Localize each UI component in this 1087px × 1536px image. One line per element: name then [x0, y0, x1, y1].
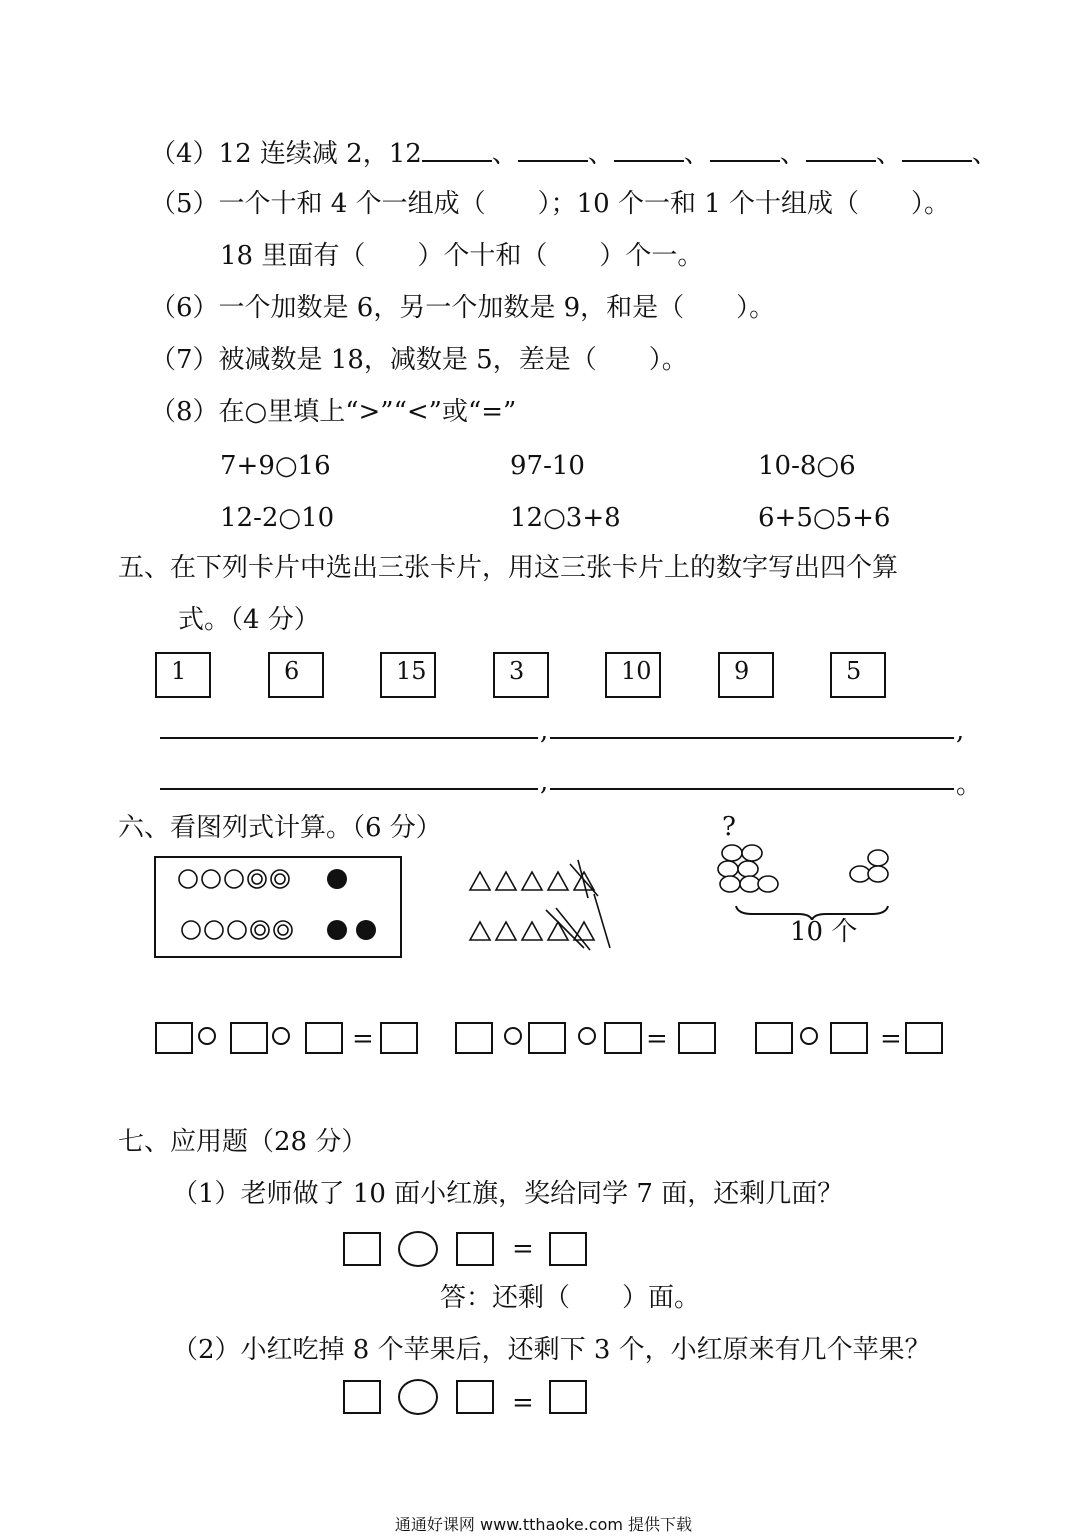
answer-line[interactable] — [550, 737, 954, 739]
number-card: 1 — [155, 652, 211, 698]
comma: , — [956, 716, 965, 746]
equals-sign: = — [512, 1388, 534, 1418]
number-card: 6 — [268, 652, 324, 698]
answer-box[interactable] — [343, 1232, 381, 1266]
number-card: 10 — [605, 652, 661, 698]
answer-box[interactable] — [380, 1022, 418, 1054]
answer-blank[interactable] — [614, 136, 684, 162]
answer-box[interactable] — [455, 1022, 493, 1054]
compare-item[interactable]: 7+9○16 — [220, 451, 331, 481]
answer-box[interactable] — [528, 1022, 566, 1054]
number-card: 15 — [380, 652, 436, 698]
section-5-title: 五、在下列卡片中选出三张卡片，用这三张卡片上的数字写出四个算 — [118, 553, 899, 583]
brace-label: 10 个 — [790, 917, 858, 947]
word-problem-1: （1）老师做了 10 面小红旗，奖给同学 7 面，还剩几面？ — [172, 1179, 844, 1209]
answer-line-1: 答：还剩（ ）面。 — [440, 1283, 701, 1313]
answer-box[interactable] — [905, 1022, 943, 1054]
answer-blank[interactable] — [422, 136, 492, 162]
answer-line[interactable] — [550, 788, 954, 790]
answer-box[interactable] — [549, 1380, 587, 1414]
operator-circle[interactable] — [272, 1027, 290, 1045]
answer-blank[interactable] — [806, 136, 876, 162]
compare-item[interactable]: 97-10 — [510, 451, 585, 481]
equals-sign: = — [352, 1024, 374, 1054]
comma: , — [540, 716, 549, 746]
answer-box[interactable] — [456, 1380, 494, 1414]
operator-circle[interactable] — [800, 1027, 818, 1045]
operator-circle[interactable] — [578, 1027, 596, 1045]
compare-item[interactable]: 12○3+8 — [510, 503, 621, 533]
operator-circle[interactable] — [198, 1027, 216, 1045]
bubbles-picture — [712, 840, 892, 920]
question-7: （7）被减数是 18，减数是 5，差是（ ）。 — [150, 345, 688, 375]
answer-box[interactable] — [305, 1022, 343, 1054]
operator-circle[interactable] — [398, 1379, 438, 1415]
equals-sign: = — [512, 1234, 534, 1264]
question-mark: ? — [722, 812, 736, 842]
number-card: 5 — [830, 652, 886, 698]
compare-item[interactable]: 12-2○10 — [220, 503, 335, 533]
answer-box[interactable] — [549, 1232, 587, 1266]
question-6: （6）一个加数是 6，另一个加数是 9，和是（ ）。 — [150, 293, 776, 323]
number-card: 9 — [718, 652, 774, 698]
period: 。 — [956, 770, 983, 800]
section-7-title: 七、应用题（28 分） — [118, 1127, 368, 1157]
answer-box[interactable] — [230, 1022, 268, 1054]
answer-blank[interactable] — [518, 136, 588, 162]
answer-box[interactable] — [456, 1232, 494, 1266]
question-5-line1: （5）一个十和 4 个一组成（ ）；10 个一和 1 个十组成（ ）。 — [150, 189, 951, 219]
operator-circle[interactable] — [398, 1231, 438, 1267]
answer-box[interactable] — [755, 1022, 793, 1054]
triangles-picture — [466, 856, 616, 952]
answer-blank[interactable] — [902, 136, 972, 162]
answer-box[interactable] — [678, 1022, 716, 1054]
compare-item[interactable]: 6+5○5+6 — [758, 503, 891, 533]
compare-item[interactable]: 10-8○6 — [758, 451, 856, 481]
answer-line[interactable] — [160, 788, 538, 790]
number-card: 3 — [493, 652, 549, 698]
question-8: （8）在○里填上“>”“<”或“=” — [150, 397, 517, 427]
section-6-title: 六、看图列式计算。（6 分） — [118, 813, 442, 843]
question-5-line2: 18 里面有（ ）个十和（ ）个一。 — [220, 241, 704, 271]
word-problem-2: （2）小红吃掉 8 个苹果后，还剩下 3 个，小红原来有几个苹果？ — [172, 1335, 931, 1365]
circles-picture — [154, 856, 402, 958]
section-5-title-cont: 式。（4 分） — [178, 605, 320, 635]
comma: , — [540, 767, 549, 797]
answer-box[interactable] — [343, 1380, 381, 1414]
footer-text: 通通好课网 www.tthaoke.com 提供下载 — [394, 1515, 693, 1534]
question-4: （4）12 连续减 2，12 、 、 、 、 、 、 — [150, 136, 998, 170]
answer-blank[interactable] — [710, 136, 780, 162]
equals-sign: = — [646, 1024, 668, 1054]
operator-circle[interactable] — [504, 1027, 522, 1045]
answer-box[interactable] — [830, 1022, 868, 1054]
answer-line[interactable] — [160, 737, 538, 739]
equals-sign: = — [880, 1024, 902, 1054]
answer-box[interactable] — [155, 1022, 193, 1054]
answer-box[interactable] — [604, 1022, 642, 1054]
